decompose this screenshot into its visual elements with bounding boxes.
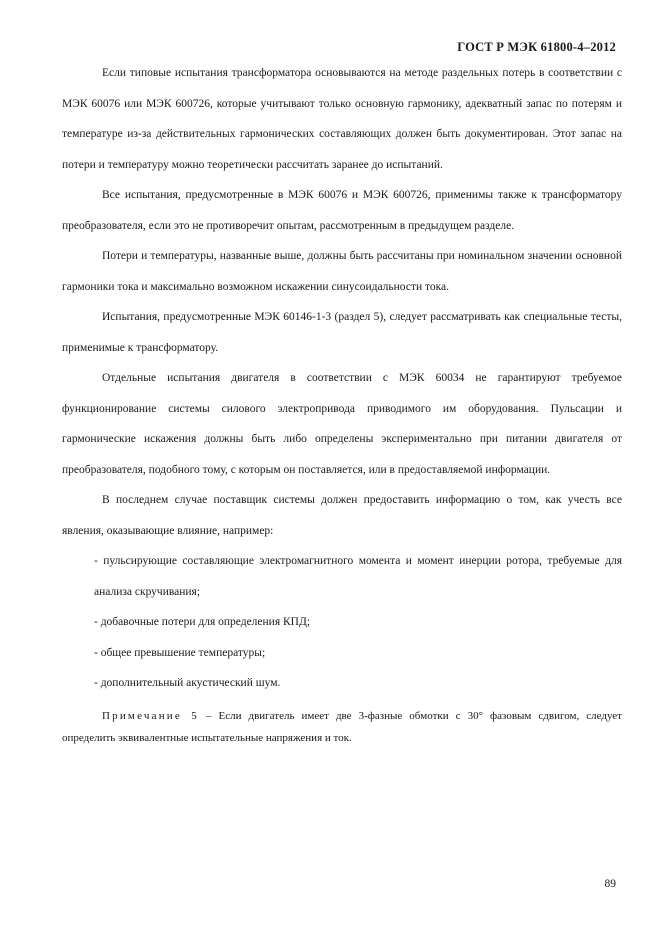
paragraph: Все испытания, предусмотренные в МЭК 60076 и МЭК 600726, применимы также к трансформатору преобразователя, если это не противоречит опытам, рассмотренным в предыдущем разделе.: [62, 189, 622, 232]
note-label: Примечание 5: [102, 709, 199, 722]
list-item: - общее превышение температуры;: [94, 646, 266, 659]
paragraph: Испытания, предусмотренные МЭК 60146-1-3 (раздел 5), следует рассматривать как специальные тесты, применимые к трансформатору.: [62, 311, 622, 354]
list-item: - добавочные потери для определения КПД;: [94, 616, 311, 628]
note-text: – Если двигатель имеет две 3-фазные обмотки с 30° фазовым сдвигом, следует определить эквивалентные испытательные напряжения и ток.: [62, 709, 622, 744]
paragraph: Если типовые испытания трансформатора основываются на методе раздельных потерь в соответствии с МЭК 60076 или МЭК 600726, которые учитывают только основную гармонику, адекватный запас по потерям и температуре из-за действительных гармонических составляющих должен быть документирован. Этот запас на потери и температуру можно теоретически рассчитать заранее до испытаний.: [62, 67, 622, 171]
page-body: [62, 58, 622, 749]
page-number: 89: [604, 878, 616, 890]
paragraph: В последнем случае поставщик системы должен предоставить информацию о том, как учесть все явления, оказывающие влияние, например:: [62, 494, 622, 537]
note: [62, 705, 622, 749]
list-item: - дополнительный акустический шум.: [94, 677, 281, 689]
paragraph: Отдельные испытания двигателя в соответствии с МЭК 60034 не гарантируют требуемое функционирование системы силового электропривода приводимого им оборудования. Пульсации и гармонические искажения должны быть либо определены экспериментально при питании двигателя от преобразователя, подобного тому, с которым он поставляется, или в предоставляемой информации.: [62, 372, 622, 476]
paragraph: Потери и температуры, названные выше, должны быть рассчитаны при номинальном значении основной гармоники тока и максимально возможном искажении синусоидальности тока.: [62, 250, 622, 293]
list-item: - пульсирующие составляющие электромагнитного момента и момент инерции ротора, требуемые для анализа скручивания;: [94, 555, 622, 598]
document-header: ГОСТ Р МЭК 61800-4–2012: [457, 40, 616, 54]
